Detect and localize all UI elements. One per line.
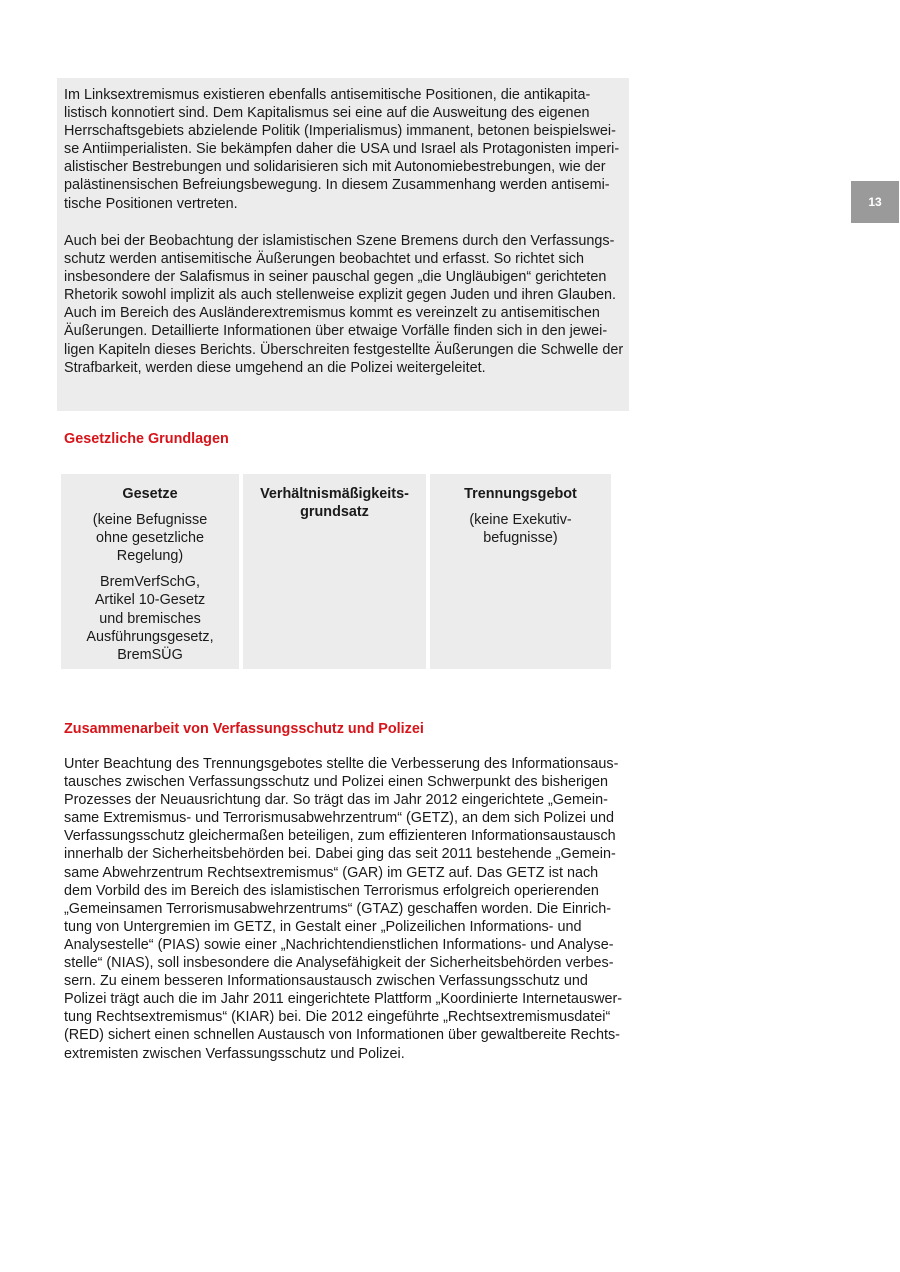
text-line: stelle“ (NIAS), soll insbesondere die Analysefähigkeit der Sicherheitsbehörden verbes- [64,955,614,972]
text-line: Prozesses der Neuausrichtung dar. So trägt das im Jahr 2012 eingerichtete „Gemein- [64,792,608,809]
text-line: tung Rechtsextremismus“ (KIAR) bei. Die 2012 eingeführte „Rechtsextremismusdatei“ [64,1009,611,1026]
pillar-laws [61,474,239,669]
text-line: (keine Exekutiv- [469,512,572,529]
text-line: Artikel 10-Gesetz [94,592,206,609]
text-line: Analysestelle“ (PIAS) sowie einer „Nachrichtendienstlichen Informations- und Analyse- [64,936,614,953]
text-line: Äußerungen. Detaillierte Informationen über etwaige Vorfälle finden sich in den jewei- [64,323,608,340]
text-line: innerhalb der Sicherheitsbehörden bei. Dabei ging das seit 2011 bestehende „Gemein- [64,846,616,863]
text-line: Unter Beachtung des Trennungsgebotes stellte die Verbesserung des Informationsaus- [64,756,619,772]
text-line: insbesondere der Salafismus in seiner pauschal gegen „die Ungläubigen“ gerichteten [64,269,607,286]
cooperation-paragraph [64,755,622,1063]
text-line: Polizei trägt auch die im Jahr 2011 eingerichtete Plattform „Koordinierte Internetauswer- [64,991,623,1008]
text-line: (RED) sichert einen schnellen Austausch von Informationen über gewaltbereite Rechts- [64,1027,620,1044]
text-line: BremSÜG [117,646,183,663]
text-line: „Gemeinsamen Terrorismusabwehrzentrums“ (GTAZ) geschaffen worden. Die Einrich- [64,900,612,917]
text-line: extremisten zwischen Verfassungsschutz und Polizei. [64,1045,405,1062]
text-line: Im Linksextremismus existieren ebenfalls antisemitische Positionen, die antikapita- [64,87,591,103]
text-line: Ausführungsgesetz, [86,628,214,645]
pillar-proportionality [243,474,426,669]
text-line: same Abwehrzentrum Rechtsextremismus“ (GAR) im GETZ auf. Das GETZ ist nach [64,864,599,881]
text-line: tausches zwischen Verfassungsschutz und Polizei einen Schwerpunkt des bisherigen [64,774,608,791]
pillar-title [243,485,426,521]
text-line: Herrschaftsgebiets abzielende Politik (Imperialismus) immanent, betonen beispielswei- [64,123,616,140]
box-paragraph-left-extremism [64,86,619,213]
section-heading-cooperation: Zusammenarbeit von Verfassungsschutz und Polizei [64,721,424,737]
text-line: Rhetorik sowohl implizit als auch stellenweise explizit gegen Juden und ihren Glauben. [64,287,616,304]
text-line: ohne gesetzliche [95,530,204,547]
text-line: Auch bei der Beobachtung der islamistischen Szene Bremens durch den Verfassungs- [64,233,615,249]
box-paragraph-islamism [64,232,623,377]
pillar-note [61,511,239,565]
text-line: alistischer Bestrebungen und solidarisieren sich mit Autonomiebestrebungen, wie der [64,159,606,176]
pillar-title [61,485,239,503]
text-line: palästinensischen Befreiungsbewegung. In diesem Zusammenhang werden antisemi- [64,177,610,194]
text-line: befugnisse) [483,530,558,547]
text-line: grundsatz [300,504,369,521]
text-line: tische Positionen vertreten. [64,195,238,212]
text-line: same Extremismus- und Terrorismusabwehrzentrum“ (GETZ), an dem sich Polizei und [64,810,614,827]
text-line: Trennungsgebot [464,486,577,502]
text-line: und bremisches [99,610,201,627]
section-heading-legal-basis: Gesetzliche Grundlagen [64,431,229,447]
text-line: Strafbarkeit, werden diese umgehend an die Polizei weitergeleitet. [64,359,486,376]
text-line: (keine Befugnisse [92,512,208,529]
text-line: listisch konnotiert sind. Dem Kapitalismus sei eine auf die Ausweitung des eigenen [64,105,590,122]
text-line: sern. Zu einem besseren Informationsaustausch zwischen Verfassungsschutz und [64,973,588,990]
text-line: schutz werden antisemitische Äußerungen beobachtet und erfasst. So richtet sich [64,251,584,268]
pillar-note [61,573,239,663]
text-line: Auch im Bereich des Ausländerextremismus kommt es vereinzelt zu antisemitischen [64,305,600,322]
text-line: BremVerfSchG, [100,574,200,591]
text-line: se Antiimperialisten. Sie bekämpfen daher die USA und Israel als Protagonisten imperi- [64,141,620,158]
pillar-title [430,485,611,503]
text-line: ligen Kapiteln dieses Berichts. Überschreiten festgestellte Äußerungen die Schwelle der [64,341,624,358]
pillar-note [430,511,611,547]
text-line: tung von Untergremien im GETZ, in Gestalt einer „Polizeilichen Informations- und [64,918,582,935]
page-number: 13 [868,195,882,209]
page-number-tab [851,181,899,223]
pillar-separation-rule [430,474,611,669]
text-line: Regelung) [116,548,184,565]
info-box [57,78,629,411]
text-line: Gesetze [122,486,178,502]
text-line: dem Vorbild des im Bereich des islamistischen Terrorismus erfolgreich operierenden [64,882,599,899]
text-line: Verhältnismäßigkeits- [260,486,409,502]
text-line: Verfassungsschutz gleichermaßen beteiligen, zum effizienteren Informationsaustausch [64,828,616,845]
